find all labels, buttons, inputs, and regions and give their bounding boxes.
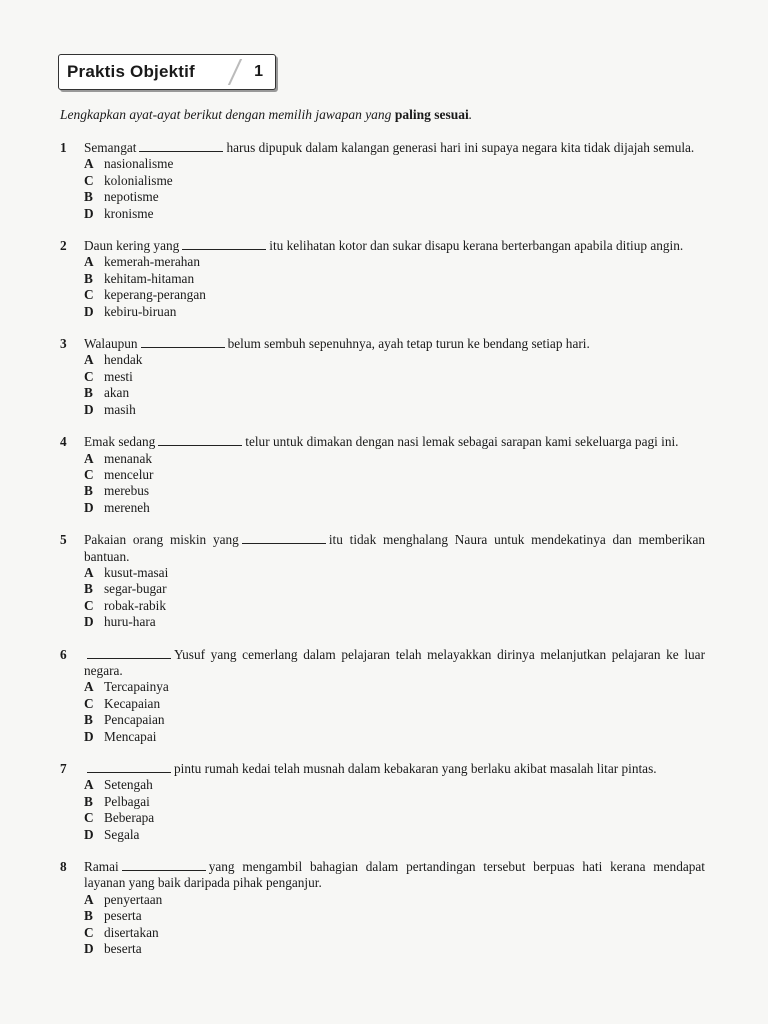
option-b	[84, 385, 406, 401]
option-c	[84, 810, 705, 826]
answer-blank	[122, 860, 206, 871]
options	[84, 892, 705, 958]
option-text: Beberapa	[104, 810, 155, 826]
option-c	[84, 287, 705, 303]
question-number: 4	[60, 434, 67, 450]
option-letter: B	[84, 385, 93, 401]
question-text	[84, 859, 705, 892]
option-a	[84, 451, 406, 467]
option-text: hendak	[104, 352, 143, 368]
option-letter: D	[84, 728, 94, 744]
option-text: huru-hara	[104, 614, 156, 630]
question-text	[84, 434, 705, 450]
option-letter: B	[84, 270, 93, 286]
option-b	[84, 712, 406, 728]
question-text-after: pintu rumah kedai telah musnah dalam kebakaran yang berlaku akibat masalah litar pintas.	[174, 761, 657, 776]
option-c	[84, 696, 406, 712]
option-letter: C	[84, 466, 94, 482]
question-text-before: Daun kering yang	[84, 238, 180, 254]
option-a	[84, 352, 406, 368]
option-text: masih	[104, 401, 136, 417]
option-text: kebiru-biruan	[104, 303, 177, 319]
option-d	[84, 614, 705, 630]
header-title: Praktis Objektif	[67, 62, 195, 81]
question-text	[84, 336, 705, 352]
option-letter: C	[84, 287, 94, 303]
question-text-after: harus dipupuk dalam kalangan generasi hari ini supaya negara kita tidak dijajah semula.	[226, 140, 695, 155]
option-c	[84, 925, 705, 941]
option-text: mesti	[104, 368, 133, 384]
option-text: nasionalisme	[104, 156, 174, 172]
question-2	[60, 238, 705, 320]
question-7	[60, 761, 705, 843]
question-6	[60, 647, 705, 745]
instruction-text: Lengkapkan ayat-ayat berikut dengan memilih jawapan yang	[60, 107, 392, 122]
question-text	[84, 761, 705, 777]
option-text: kehitam-hitaman	[104, 270, 195, 286]
option-a	[84, 254, 705, 270]
header-divider	[227, 59, 243, 85]
option-letter: A	[84, 254, 94, 270]
option-d	[84, 500, 406, 516]
question-text-before: Semangat	[84, 140, 137, 155]
option-text: kusut-masai	[104, 564, 169, 580]
option-c	[84, 467, 406, 483]
option-letter: A	[84, 352, 94, 368]
option-text: kronisme	[104, 205, 154, 221]
option-text: segar-bugar	[104, 581, 167, 597]
option-d	[84, 206, 406, 222]
option-text: mencelur	[104, 466, 154, 482]
question-text-after: telur untuk dimakan dengan nasi lemak sebagai sarapan kami sekeluarga pagi ini.	[245, 434, 679, 450]
instruction-end: .	[468, 107, 473, 122]
option-letter: D	[84, 205, 94, 221]
question-number: 3	[60, 336, 67, 352]
answer-blank	[87, 762, 171, 773]
option-b	[84, 908, 705, 924]
answer-blank	[182, 239, 266, 250]
option-d	[84, 827, 705, 843]
option-b	[84, 581, 705, 597]
question-text-after: itu tidak menghalang Naura untuk mendekatinya dan memberikan bantuan.	[84, 532, 706, 564]
question-5	[60, 532, 705, 630]
option-letter: B	[84, 189, 93, 205]
option-text: Pelbagai	[104, 793, 150, 809]
option-letter: A	[84, 450, 94, 466]
option-text: kemerah-merahan	[104, 254, 200, 270]
option-text: robak-rabik	[104, 597, 167, 613]
question-text	[84, 238, 705, 254]
option-letter: D	[84, 401, 94, 417]
option-c	[84, 369, 406, 385]
option-letter: C	[84, 368, 94, 384]
option-letter: D	[84, 614, 94, 630]
instruction-bold: paling sesuai	[394, 107, 469, 122]
option-d	[84, 304, 705, 320]
instruction	[60, 107, 472, 123]
option-text: beserta	[104, 941, 142, 957]
option-letter: A	[84, 564, 94, 580]
option-c	[84, 173, 406, 189]
option-letter: D	[84, 303, 94, 319]
option-text: Setengah	[104, 777, 153, 793]
option-text: Pencapaian	[104, 712, 165, 728]
option-b	[84, 189, 406, 205]
option-b	[84, 483, 406, 499]
option-a	[84, 777, 705, 793]
option-b	[84, 271, 705, 287]
question-number: 7	[60, 761, 67, 776]
option-letter: C	[84, 810, 94, 826]
option-letter: A	[84, 679, 94, 695]
option-letter: B	[84, 908, 93, 924]
header-box	[58, 54, 276, 90]
options	[84, 254, 705, 320]
option-text: keperang-perangan	[104, 287, 206, 303]
option-letter: B	[84, 483, 93, 499]
option-d	[84, 941, 705, 957]
option-text: peserta	[104, 908, 142, 924]
question-number: 6	[60, 646, 67, 662]
option-letter: C	[84, 924, 94, 940]
section-header	[58, 54, 276, 90]
option-letter: B	[84, 793, 93, 809]
option-text: merebus	[104, 483, 150, 499]
option-a	[84, 565, 705, 581]
option-letter: C	[84, 172, 94, 188]
option-letter: B	[84, 712, 93, 728]
option-letter: A	[84, 891, 94, 907]
question-number: 1	[60, 140, 67, 155]
question-number: 2	[60, 238, 67, 254]
option-letter: D	[84, 941, 94, 957]
option-letter: B	[84, 581, 93, 597]
question-number: 5	[60, 532, 67, 548]
question-text-before: Pakaian orang miskin yang	[84, 532, 239, 548]
question-text-before: Ramai	[84, 859, 119, 875]
option-text: Mencapai	[104, 728, 157, 744]
option-b	[84, 794, 705, 810]
question-text-before: Emak sedang	[84, 434, 156, 450]
options	[84, 352, 705, 418]
question-text	[84, 140, 705, 156]
option-text: nepotisme	[104, 189, 159, 205]
option-text: menanak	[104, 450, 152, 466]
option-letter: A	[84, 156, 94, 172]
option-text: penyertaan	[104, 891, 163, 907]
option-text: Kecapaian	[104, 695, 161, 711]
option-d	[84, 402, 406, 418]
option-letter: A	[84, 777, 94, 793]
option-letter: D	[84, 499, 94, 515]
option-text: disertakan	[104, 924, 159, 940]
question-4	[60, 434, 705, 516]
question-text-before: Walaupun	[84, 336, 138, 352]
question-1	[60, 140, 705, 222]
question-8	[60, 859, 705, 957]
answer-blank	[141, 337, 225, 348]
answer-blank	[158, 435, 242, 446]
options	[84, 156, 705, 222]
option-a	[84, 156, 406, 172]
answer-blank	[87, 648, 171, 659]
question-number: 8	[60, 859, 67, 875]
question-text-after: yang mengambil bahagian dalam pertandingan tersebut berpuas hati kerana mendapat layanan yang baik daripada pihak penganjur.	[84, 859, 705, 891]
option-text: mereneh	[104, 499, 150, 515]
option-letter: C	[84, 695, 94, 711]
option-d	[84, 729, 406, 745]
option-c	[84, 598, 705, 614]
question-text-after: belum sembuh sepenuhnya, ayah tetap turun ke bendang setiap hari.	[227, 336, 590, 352]
answer-blank	[139, 141, 223, 152]
question-text	[84, 532, 705, 565]
options	[84, 451, 705, 517]
question-text	[84, 647, 705, 680]
option-letter: D	[84, 826, 94, 842]
option-text: Segala	[104, 826, 140, 842]
option-text: akan	[104, 385, 130, 401]
options	[84, 679, 705, 745]
options	[84, 777, 705, 843]
option-letter: C	[84, 597, 94, 613]
answer-blank	[242, 533, 326, 544]
header-number: 1	[254, 63, 263, 80]
option-a	[84, 679, 406, 695]
option-text: kolonialisme	[104, 172, 173, 188]
question-text-after: Yusuf yang cemerlang dalam pelajaran telah melayakkan dirinya melanjutkan pelajaran ke luar negara.	[84, 646, 705, 678]
option-a	[84, 892, 705, 908]
option-text: Tercapainya	[104, 679, 169, 695]
question-3	[60, 336, 705, 418]
question-list	[60, 140, 705, 973]
options	[84, 565, 705, 631]
question-text-after: itu kelihatan kotor dan sukar disapu kerana berterbangan apabila ditiup angin.	[269, 238, 684, 254]
